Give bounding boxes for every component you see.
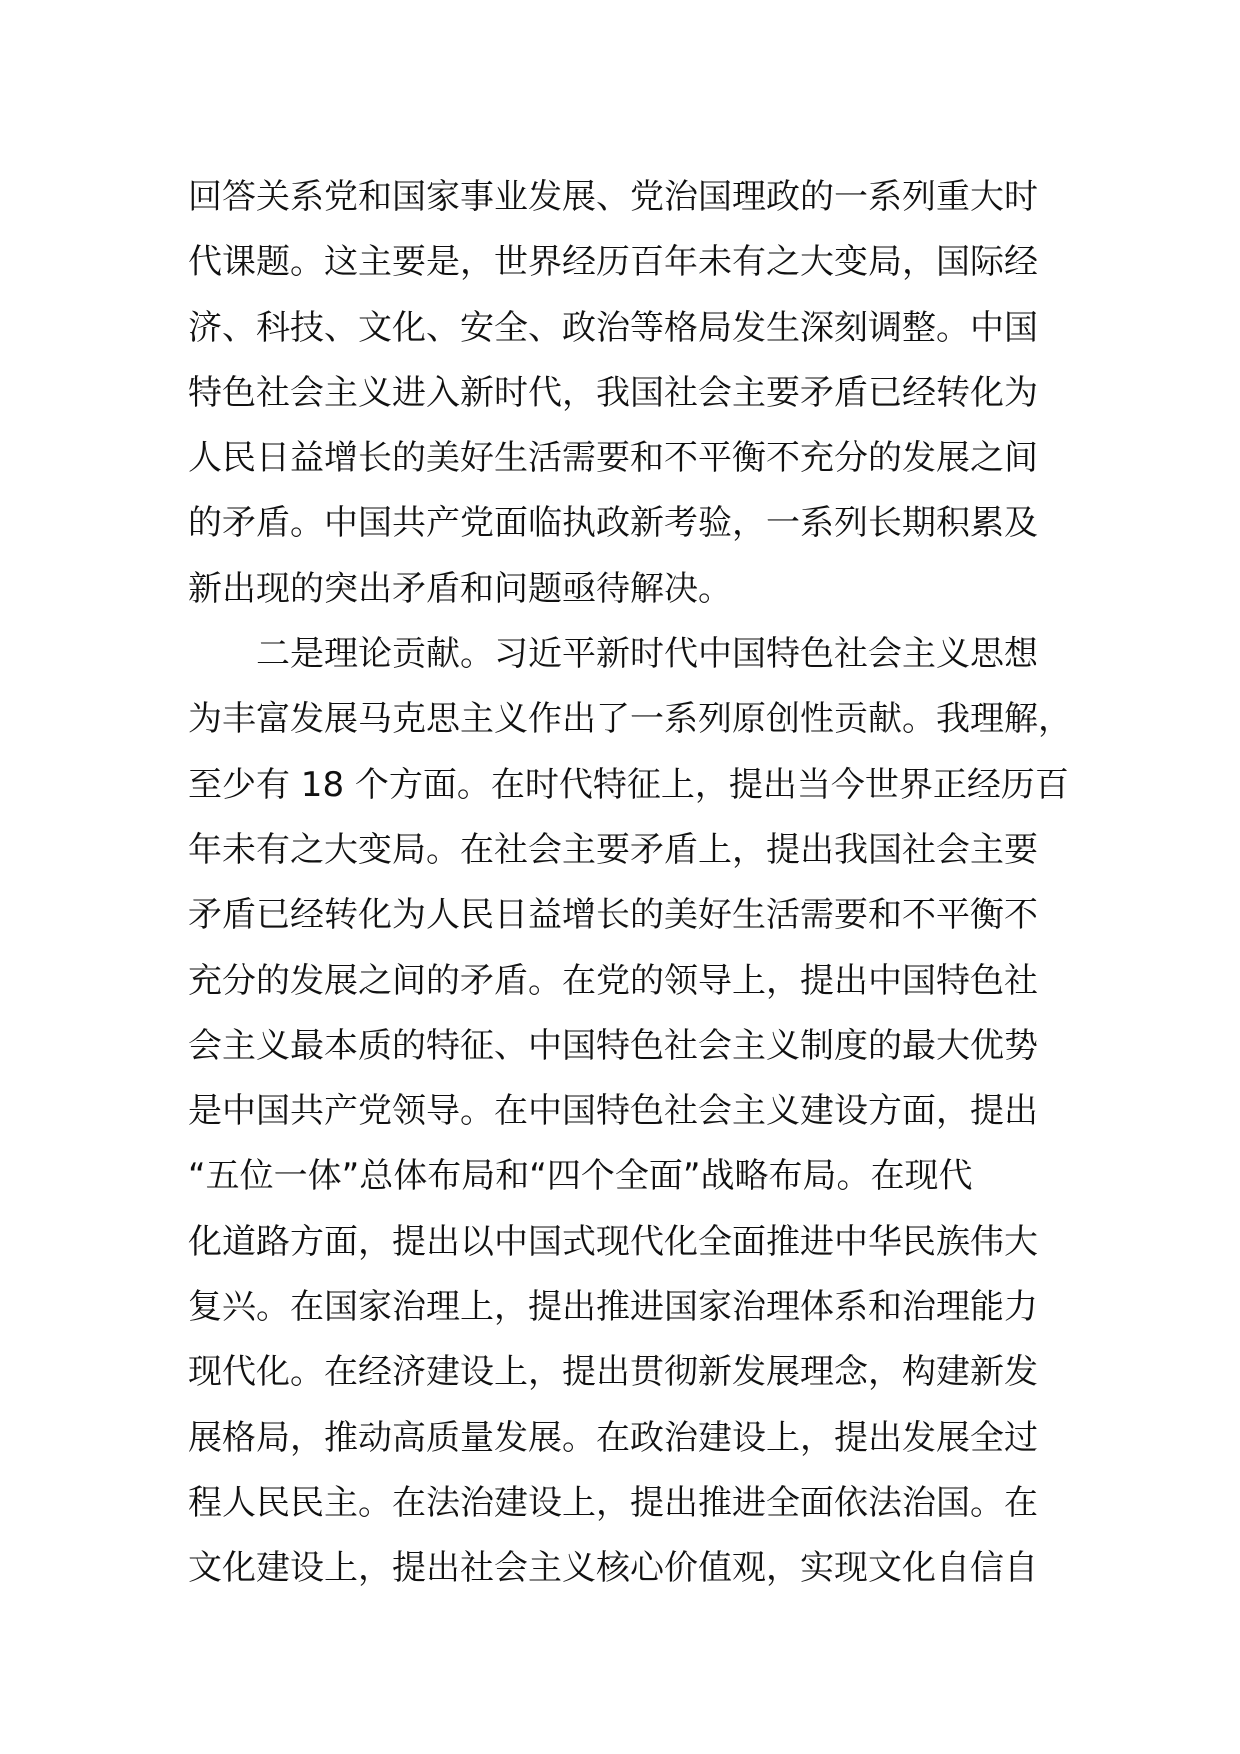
text-line: 年未有之大变局。在社会主要矛盾上，提出我国社会主要 bbox=[188, 829, 1038, 870]
text-line: 回答关系党和国家事业发展、党治国理政的一系列重大时 bbox=[188, 177, 1038, 217]
text-line: 会主义最本质的特征、中国特色社会主义制度的最大优势 bbox=[188, 1025, 1038, 1066]
text-line: 是中国共产党领导。在中国特色社会主义建设方面，提出 bbox=[188, 1091, 1038, 1132]
paragraph-start-line: 二是理论贡献。习近平新时代中国特色社会主义思想 bbox=[256, 634, 1038, 675]
text-line: “五位一体”总体布局和“四个全面”战略布局。在现代 bbox=[188, 1156, 973, 1197]
text-line: 特色社会主义进入新时代，我国社会主要矛盾已经转化为 bbox=[188, 372, 1038, 413]
text-line: 至少有 18 个方面。在时代特征上，提出当今世界正经历百 bbox=[188, 764, 1069, 805]
text-line: 化道路方面，提出以中国式现代化全面推进中华民族伟大 bbox=[188, 1221, 1038, 1262]
text-line: 现代化。在经济建设上，提出贯彻新发展理念，构建新发 bbox=[188, 1352, 1038, 1393]
text-line: 的矛盾。中国共产党面临执政新考验，一系列长期积累及 bbox=[188, 503, 1038, 544]
text-line: 矛盾已经转化为人民日益增长的美好生活需要和不平衡不 bbox=[188, 895, 1038, 936]
text-line: 代课题。这主要是，世界经历百年未有之大变局，国际经 bbox=[188, 242, 1038, 283]
text-line: 人民日益增长的美好生活需要和不平衡不充分的发展之间 bbox=[188, 438, 1038, 479]
body-text bbox=[188, 165, 1072, 1602]
text-line: 程人民民主。在法治建设上，提出推进全面依法治国。在 bbox=[188, 1482, 1038, 1523]
text-line: 为丰富发展马克思主义作出了一系列原创性贡献。我理解， bbox=[188, 699, 1072, 740]
text-line: 充分的发展之间的矛盾。在党的领导上，提出中国特色社 bbox=[188, 960, 1038, 1001]
text-line: 文化建设上，提出社会主义核心价值观，实现文化自信自 bbox=[188, 1548, 1038, 1589]
text-line: 济、科技、文化、安全、政治等格局发生深刻调整。中国 bbox=[188, 307, 1038, 348]
text-line: 复兴。在国家治理上，提出推进国家治理体系和治理能力 bbox=[188, 1287, 1038, 1328]
text-line: 展格局，推动高质量发展。在政治建设上，提出发展全过 bbox=[188, 1417, 1038, 1458]
text-line: 新出现的突出矛盾和问题亟待解决。 bbox=[188, 568, 732, 609]
